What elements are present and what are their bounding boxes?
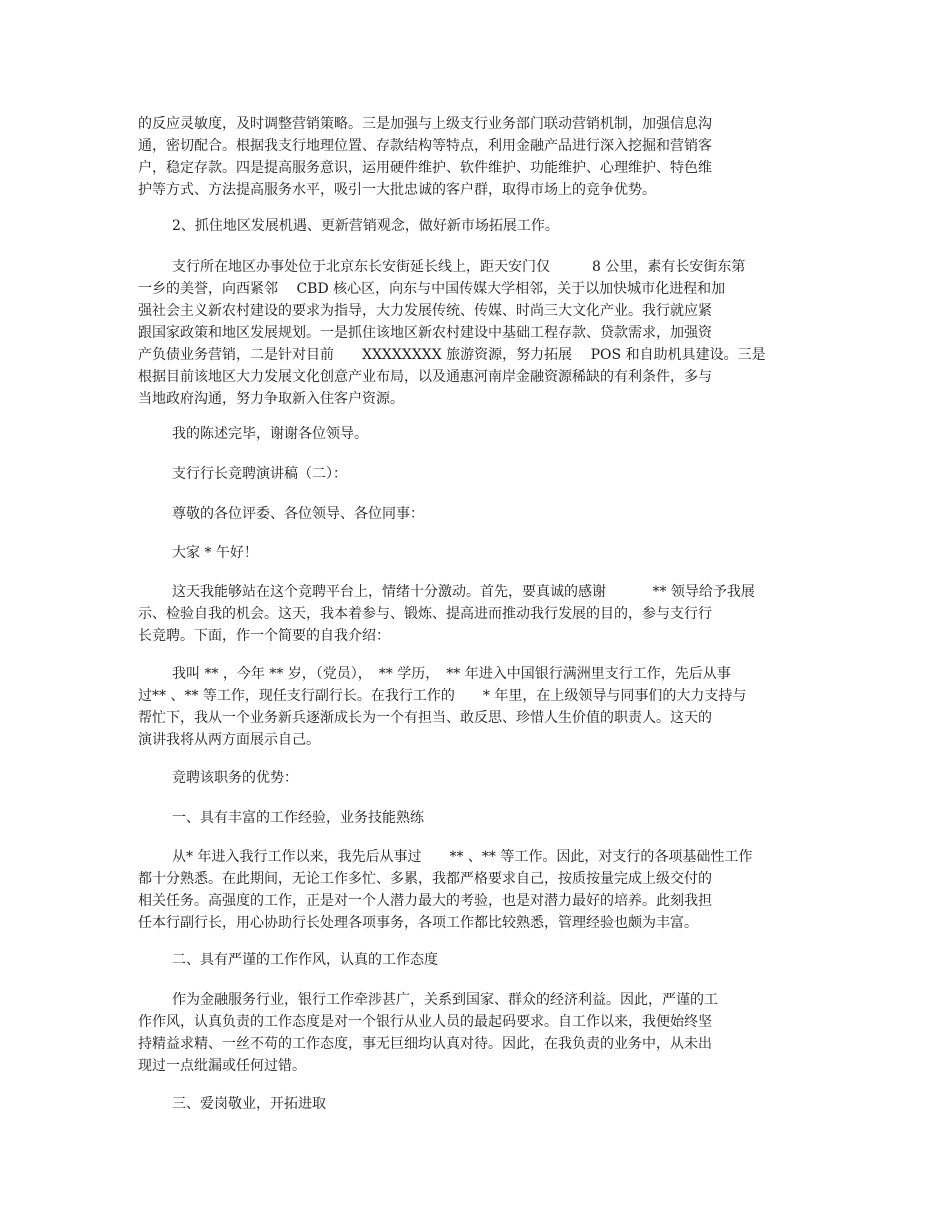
- text-line: 作为金融服务行业，银行工作牵涉甚广，关系到国家、群众的经济利益。因此，严谨的工: [172, 992, 718, 1008]
- text-line: 我的陈述完毕，谢谢各位领导。: [172, 426, 368, 442]
- paragraph-work-style: [138, 989, 798, 1077]
- text-line: 二、具有严谨的工作作风，认真的工作态度: [172, 952, 438, 968]
- text-line: 竞聘该职务的优势：: [172, 770, 298, 786]
- paragraph-gratitude: [138, 581, 798, 647]
- text-line: 我叫 ** ，今年 ** 岁，（党员）， ** 学历， ** 年进入中国银行满洲里支行工作，先后从事: [172, 666, 731, 682]
- text-line: 大家 * 午好！: [172, 545, 258, 561]
- text-line: 持精益求精、一丝不苟的工作态度，事无巨细均认真对待。因此，在我负责的业务中，从未出: [138, 1036, 712, 1052]
- paragraph-closing: [138, 423, 798, 445]
- text-line: 从* 年进入我行工作以来，我先后从事过 ** 、** 等工作。因此，对支行的各项基础性工作: [172, 849, 753, 865]
- paragraph-self-introduction: [138, 663, 798, 751]
- paragraph-speech-title: [138, 463, 798, 485]
- text-line: 任本行副行长，用心协助行长处理各项事务，各项工作都比较熟悉，管理经验也颇为丰富。: [138, 915, 698, 931]
- paragraph-greeting: [138, 542, 798, 564]
- text-line: 相关任务。高强度的工作，正是对一个人潜力最大的考验，也是对潜力最好的培养。此刻我担: [138, 893, 712, 909]
- text-line: 这天我能够站在这个竞聘平台上，情绪十分激动。首先，要真诚的感谢 ** 领导给予我展: [172, 584, 755, 600]
- text-line: 支行所在地区办事处位于北京东长安街延长线上，距天安门仅 8 公里，素有长安街东第: [172, 259, 746, 275]
- text-line: 演讲我将从两方面展示自己。: [138, 732, 320, 748]
- text-line: 长竞聘。下面，作一个简要的自我介绍：: [138, 628, 390, 644]
- paragraph-salutation: [138, 503, 798, 525]
- text-line: 都十分熟悉。在此期间，无论工作多忙、多累，我都严格要求自己，按质按量完成上级交付的: [138, 871, 712, 887]
- text-line: 护等方式、方法提高服务水平，吸引一大批忠诚的客户群，取得市场上的竞争优势。: [138, 182, 656, 198]
- paragraph-advantages-heading: [138, 767, 798, 789]
- text-line: 通，密切配合。根据我支行地理位置、存款结构等特点，利用金融产品进行深入挖掘和营销客: [138, 138, 712, 154]
- paragraph-heading-market-expansion: [138, 215, 798, 237]
- text-line: 2、抓住地区发展机遇、更新营销观念，做好新市场拓展工作。: [172, 218, 559, 234]
- text-line: 过** 、** 等工作，现任支行副行长。在我行工作的 * 年里，在上级领导与同事们的大力支持与: [138, 688, 747, 704]
- text-line: 三、爱岗敬业，开拓进取: [172, 1096, 326, 1112]
- text-line: 强社会主义新农村建设的要求为指导，大力发展传统、传媒、时尚三大文化产业。我行就应紧: [138, 303, 712, 319]
- text-line: 根据目前该地区大力发展文化创意产业布局，以及通惠河南岸金融资源稀缺的有利条件，多与: [138, 369, 712, 385]
- text-line: 现过一点纰漏或任何过错。: [138, 1058, 306, 1074]
- text-line: 当地政府沟通，努力争取新入住客户资源。: [138, 391, 404, 407]
- text-line: 示、检验自我的机会。这天，我本着参与、锻炼、提高进而推动我行发展的目的，参与支行行: [138, 606, 712, 622]
- paragraph-section-one-heading: [138, 807, 798, 829]
- text-line: 尊敬的各位评委、各位领导、各位同事：: [172, 506, 424, 522]
- text-line: 一、具有丰富的工作经验，业务技能熟练: [172, 810, 424, 826]
- paragraph-branch-location: [138, 256, 798, 410]
- text-line: 的反应灵敏度，及时调整营销策略。三是加强与上级支行业务部门联动营销机制，加强信息沟: [138, 116, 712, 132]
- text-line: 产负债业务营销，二是针对目前 XXXXXXXX 旅游资源，努力拓展 POS 和自助机具建设。三是: [138, 347, 766, 363]
- text-line: 支行行长竞聘演讲稿（二）：: [172, 466, 347, 482]
- text-line: 户，稳定存款。四是提高服务意识，运用硬件维护、软件维护、功能维护、心理维护、特色维: [138, 160, 712, 176]
- paragraph-section-three-heading: [138, 1093, 798, 1115]
- text-line: 作作风，认真负责的工作态度是对一个银行从业人员的最起码要求。自工作以来，我便始终坚: [138, 1014, 712, 1030]
- text-line: 一乡的美誉，向西紧邻 CBD 核心区，向东与中国传媒大学相邻，关于以加快城市化进程和加: [138, 281, 726, 297]
- text-line: 帮忙下，我从一个业务新兵逐渐成长为一个有担当、敢反思、珍惜人生价值的职责人。这天的: [138, 710, 712, 726]
- text-line: 跟国家政策和地区发展规划。一是抓住该地区新农村建设中基础工程存款、贷款需求，加强资: [138, 325, 712, 341]
- paragraph-work-experience: [138, 846, 798, 934]
- paragraph-marketing-strategy: [138, 113, 798, 201]
- paragraph-section-two-heading: [138, 949, 798, 971]
